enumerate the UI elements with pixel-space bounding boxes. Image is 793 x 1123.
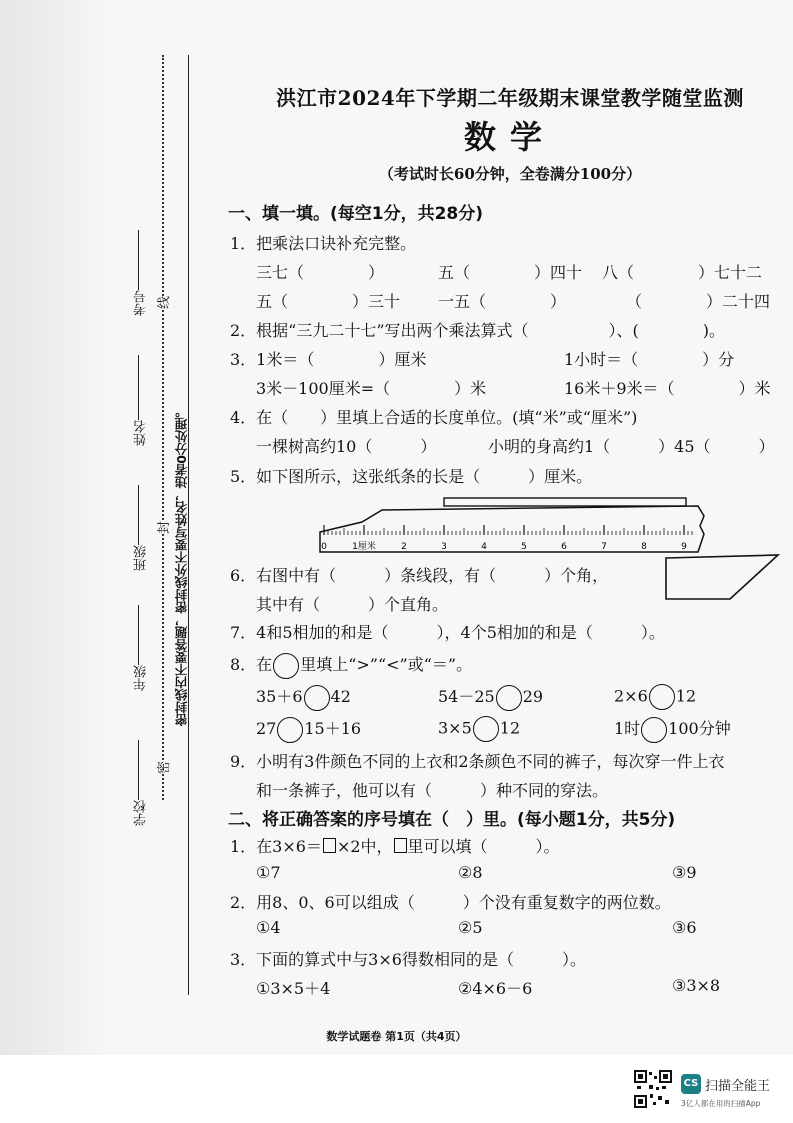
s1-q8-post: 里填上“>”“<”或“＝”。: [300, 655, 473, 674]
s1-q7: 7．4和5相加的和是（ ），4个5相加的和是（ ）。: [230, 623, 665, 642]
s2-q2: 2．用8、0、6可以组成（ ）个没有重复数字的两位数。: [230, 893, 671, 912]
ruler-labels: [321, 540, 687, 552]
exam-info: （考试时长60分钟，全卷满分100分）: [378, 165, 642, 183]
class-label: 班级: [134, 545, 149, 571]
seal-char-feng: 封: [150, 521, 175, 534]
s1-q8-r1c1: 35＋6 42: [256, 684, 351, 711]
name-field[interactable]: [135, 355, 149, 446]
s1-q8-r1c2: 54－25 29: [438, 684, 543, 711]
s1-q4b: 小明的身高约1（ ）45（ ）: [488, 437, 775, 456]
s1-q1-r1c3: 八（ ）七十二: [602, 263, 763, 282]
exam-title: 洪江市2024年下学期二年级期末课堂教学随堂监测: [276, 86, 744, 110]
grade-label: 年级: [134, 665, 149, 691]
s1-q3d: 16米＋9米＝（ ）米: [564, 379, 771, 398]
s1-q8-r1c3: 2×6 12: [614, 684, 696, 710]
square-box: [323, 838, 336, 853]
s1-q9b: 和一条裤子，他可以有（ ）种不同的穿法。: [256, 781, 609, 800]
ruler-label-3: 3: [441, 542, 447, 552]
seal-warning-note: 密封线内不要答题，密封线外不要写姓名，违者0分处理。: [174, 405, 189, 727]
s2-q2-option2[interactable]: ②5: [458, 918, 483, 937]
s1-q1-r1c2: 五（ ）四十: [438, 263, 583, 282]
ruler-label-6: 6: [561, 542, 567, 552]
s1-q4a: 一棵树高约10（ ）: [256, 437, 437, 456]
s2-q3-option2[interactable]: ②4×6－6: [458, 979, 533, 998]
school-field[interactable]: [135, 740, 149, 826]
s2-q1-option2[interactable]: ②8: [458, 863, 483, 882]
s1-q1-r2c1: 五（ ）三十: [256, 292, 401, 311]
s1-q8-text: [230, 652, 472, 679]
s2-q1-option3[interactable]: ③9: [672, 863, 697, 882]
s1-q1-r2c3: （ ）二十四: [626, 292, 771, 311]
exam-number-label: 考号: [134, 290, 149, 316]
camscanner-name: 扫描全能王: [705, 1079, 771, 1094]
answer-circle[interactable]: [641, 717, 667, 743]
answer-circle[interactable]: [496, 685, 522, 711]
answer-circle[interactable]: [304, 685, 330, 711]
s1-q3c: 3米－100厘米=（ ）米: [256, 379, 487, 398]
s1-q3a: 3．1米＝（ ）厘米: [230, 350, 427, 369]
answer-circle[interactable]: [473, 716, 499, 742]
ruler-label-9: 9: [681, 542, 687, 552]
answer-circle[interactable]: [649, 684, 675, 710]
seal-dotted-line: [162, 55, 164, 800]
ruler-label-4: 4: [481, 542, 487, 552]
ruler-label-5: 5: [521, 542, 527, 552]
s2-q1-option1[interactable]: ①7: [256, 863, 281, 882]
s1-q8-r2c1: 27 15＋16: [256, 716, 361, 743]
camscanner-logo: CS: [681, 1074, 701, 1094]
s2-q3-option1[interactable]: ①3×5＋4: [256, 979, 331, 998]
school-label: 学校: [134, 800, 149, 826]
class-field[interactable]: [135, 485, 149, 571]
subject-title: 数学: [463, 118, 556, 156]
ruler-label-2: 2: [401, 542, 407, 552]
section1-heading: 一、填一填。(每空1分，共28分): [228, 204, 484, 224]
s1-q8-r2c2: 3×5 12: [438, 716, 520, 742]
ruler-label-7: 7: [601, 542, 607, 552]
scanner-bar: [0, 1055, 793, 1123]
s2-q3: 3．下面的算式中与3×6得数相同的是（ ）。: [230, 950, 586, 969]
ruler-label-8: 8: [641, 542, 647, 552]
s2-q2-option3[interactable]: ③6: [672, 918, 697, 937]
s2-q1: 1．在3×6＝ ×2中， 里可以填（ ）。: [230, 837, 560, 856]
ruler-label-0: 0: [321, 542, 327, 552]
s1-q6b: 其中有（ ）个直角。: [256, 595, 449, 614]
page-footer: 数学试题卷 第1页（共4页）: [326, 1030, 467, 1043]
quadrilateral-shape: [666, 555, 778, 599]
seal-char-mi: 密: [150, 761, 175, 774]
ruler-ticks: [324, 525, 692, 535]
s1-q1-text: 1．把乘法口诀补充完整。: [230, 234, 417, 253]
s1-q8-r2c3: 1时 100分钟: [614, 716, 731, 743]
s2-q3-option3[interactable]: ③3×8: [672, 976, 721, 995]
camscanner-tagline: 3亿人都在用的扫描App: [681, 1099, 761, 1108]
s1-q1-r2c2: 一五（ ）: [438, 292, 567, 311]
s1-q9a: 9．小明有3件颜色不同的上衣和2条颜色不同的裤子，每次穿一件上衣: [230, 752, 725, 771]
scan-shadow: [0, 0, 110, 1060]
s1-q2: 2．根据“三九二十七”写出两个乘法算式（ ）、( )。: [230, 321, 726, 340]
ruler-figure: [312, 492, 712, 554]
square-box: [394, 838, 407, 853]
compare-circle: [273, 653, 299, 679]
s2-q2-option1[interactable]: ①4: [256, 918, 281, 937]
s1-q3b: 1小时＝（ ）分: [564, 350, 735, 369]
s1-q4-text: 4．在（ ）里填上合适的长度单位。(填“米”或“厘米”): [230, 408, 638, 427]
s1-q1-r1c1: 三七（ ）: [256, 263, 385, 282]
name-label: 姓名: [134, 420, 149, 446]
shape-figure: [664, 552, 784, 602]
section2-heading: 二、将正确答案的序号填在（ ）里。(每小题1分，共5分): [228, 810, 676, 830]
qr-code-icon: [634, 1070, 672, 1108]
exam-number-field[interactable]: [135, 230, 149, 316]
s1-q8-pre: 8．在: [230, 655, 273, 674]
s1-q6a: 6．右图中有（ ）条线段，有（ ）个角，: [230, 566, 609, 585]
ruler-label-1: 1厘米: [352, 542, 376, 552]
paper-strip: [444, 498, 686, 506]
answer-circle[interactable]: [277, 717, 303, 743]
grade-field[interactable]: [135, 605, 149, 691]
seal-char-xian: 线: [150, 296, 175, 309]
s1-q5: 5．如下图所示，这张纸条的长是（ ）厘米。: [230, 467, 593, 486]
